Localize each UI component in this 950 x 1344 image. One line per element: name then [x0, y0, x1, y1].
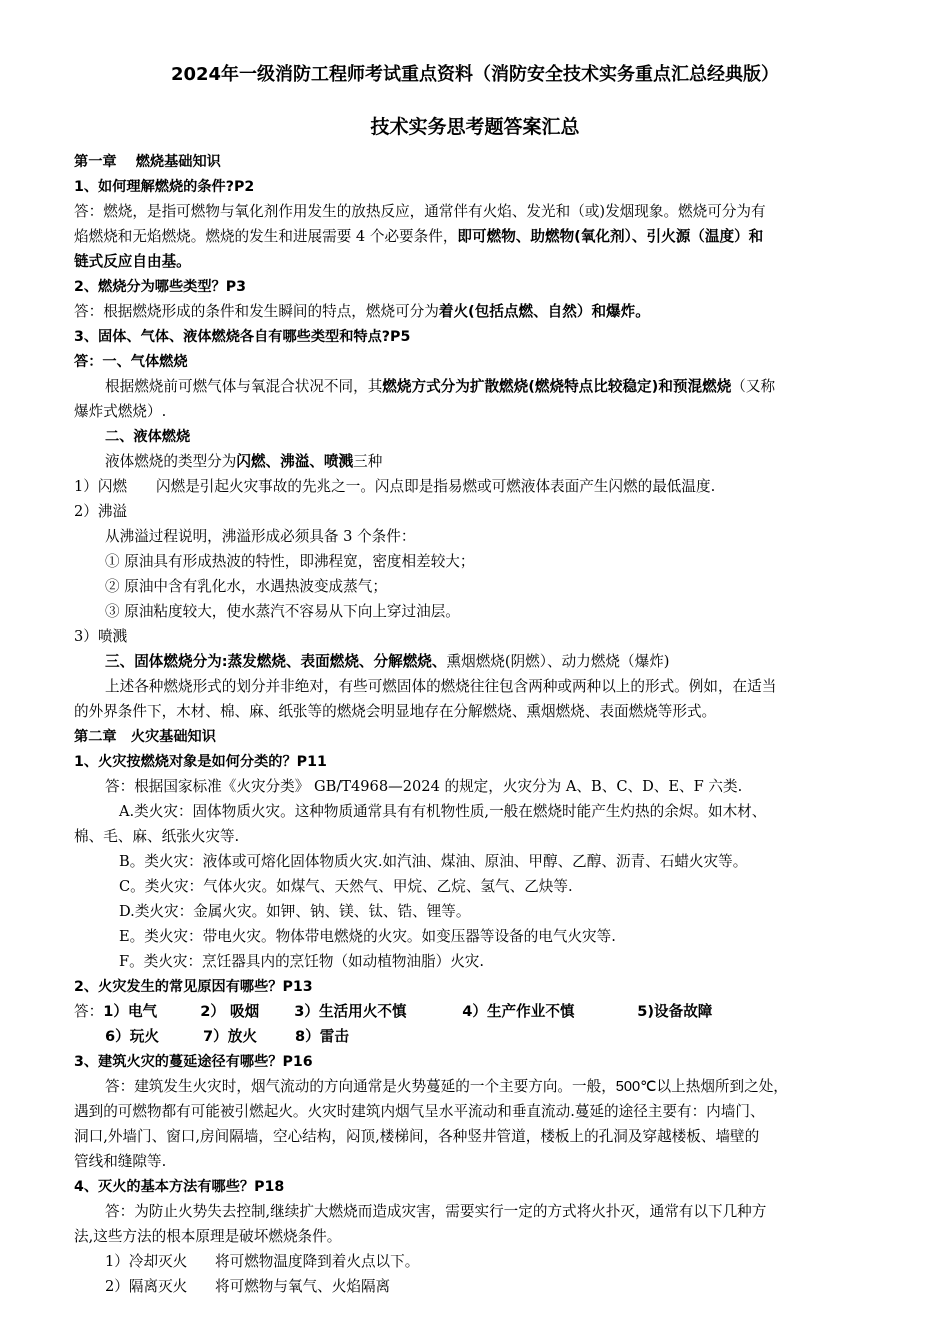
fire-causes-row-1 — [74, 1002, 712, 1022]
method-isolation-text: 将可燃物与氧气、火焰隔离 — [215, 1278, 391, 1295]
spray-label: 3）喷溅 — [74, 628, 128, 645]
gas-text: 根据燃烧前可燃气体与氧混合状况不同，其 — [105, 378, 383, 395]
ch1-question-3: 3、固体、气体、液体燃烧各自有哪些类型和特点?P5 — [74, 329, 411, 345]
ch2-question-1: 1、火灾按燃烧对象是如何分类的？P11 — [74, 754, 327, 770]
boilover-label: 2）沸溢 — [74, 503, 128, 520]
solid-paragraph-line-1: 上述各种燃烧形式的划分并非绝对，有些可燃固体的燃烧往往包含两种或两种以上的形式。例如，在适当 — [105, 678, 777, 695]
cause-equipment-failure: 5)设备故障 — [637, 1003, 713, 1020]
boilover-condition-1: ① 原油具有形成热波的特性，即沸程宽，密度相差较大； — [105, 553, 475, 570]
cause-arson: 7）放火 — [203, 1028, 257, 1045]
fire-class-a-line-2: 棉、毛、麻、纸张火灾等. — [74, 828, 240, 845]
ch2-answer-3-line-3: 洞口,外墙门、窗口,房间隔墙，空心结构，闷顶,楼梯间，各种竖井管道，楼板上的孔洞及穿越楼板、墙壁的 — [74, 1128, 760, 1145]
solid-text: 熏烟燃烧(阴燃）、动力燃烧（爆炸) — [446, 653, 670, 670]
flash-fire-label: 1）闪燃 — [74, 478, 128, 495]
cause-lightning: 8）雷击 — [295, 1028, 349, 1045]
fire-class-a-line-1: A.类火灾：固体物质火灾。这种物质通常具有有机物性质,一般在燃烧时能产生灼热的余烬。如木材、 — [119, 803, 767, 820]
ch1-question-2: 2、燃烧分为哪些类型？P3 — [74, 279, 247, 295]
boilover-condition-2: ② 原油中含有乳化水，水遇热波变成蒸气； — [105, 578, 387, 595]
liquid-combustion-types — [105, 452, 382, 472]
ch1-answer-1-emphasis: 即可燃物、助燃物(氧化剂）、引火源（温度）和 — [457, 228, 764, 245]
gas-combustion-line-1 — [105, 377, 775, 397]
temperature-value: 500℃ — [615, 1079, 657, 1095]
ch2-answer-3-line-4: 管线和缝隙等. — [74, 1153, 167, 1170]
ch2-question-3: 3、建筑火灾的蔓延途径有哪些？P16 — [74, 1054, 313, 1070]
liquid-emphasis: 闪燃、沸溢、喷溅 — [236, 453, 354, 470]
gas-emphasis: 燃烧方式分为扩散燃烧(燃烧特点比较稳定)和预混燃烧 — [382, 378, 732, 395]
liquid-text-tail: 三种 — [353, 453, 383, 470]
cause-smoking: 2） 吸烟 — [200, 1003, 260, 1020]
cause-careless-production: 4）生产作业不慎 — [462, 1003, 575, 1020]
solid-paragraph-line-2: 的外界条件下，木材、棉、麻、纸张等的燃烧会明显地存在分解燃烧、熏烟燃烧、表面燃烧等形式。 — [74, 703, 717, 720]
chapter-1-heading: 第一章 燃烧基础知识 — [74, 154, 221, 170]
spread-text: 答：建筑发生火灾时，烟气流动的方向通常是火势蔓延的一个主要方向。一般， — [105, 1078, 616, 1095]
document-subtitle: 技术实务思考题答案汇总 — [370, 116, 580, 138]
solid-emphasis: 三、固体燃烧分为:蒸发燃烧、表面燃烧、分解燃烧、 — [105, 653, 447, 670]
ch2-answer-3-line-2: 遇到的可燃物都有可能被引燃起火。火灾时建筑内烟气呈水平流动和垂直流动.蔓延的途径主要有：内墙门、 — [74, 1103, 765, 1120]
solid-combustion-heading — [105, 652, 670, 672]
ch2-answer-4-line-1: 答：为防止火势失去控制,继续扩大燃烧而造成灾害，需要实行一定的方式将火扑灭，通常有以下几种方 — [105, 1203, 767, 1220]
ch2-answer-1: 答：根据国家标准《火灾分类》 GB/T4968—2024 的规定，火灾分为 A、B、C、D、E、F 六类. — [105, 778, 743, 795]
flash-fire-text: 闪燃是引起火灾事故的先兆之一。闪点即是指易燃或可燃液体表面产生闪燃的最低温度. — [156, 478, 716, 495]
method-isolation — [105, 1277, 390, 1297]
method-cooling-text: 将可燃物温度降到着火点以下。 — [215, 1253, 420, 1270]
ch1-answer-2-emphasis: 着火(包括点燃、自然）和爆炸。 — [438, 303, 650, 320]
chapter-2-heading: 第二章 火灾基础知识 — [74, 729, 216, 745]
fire-class-f: F。类火灾：烹饪器具内的烹饪物（如动植物油脂）火灾. — [119, 953, 485, 970]
ch2-answer-4-line-2: 法,这些方法的根本原理是破坏燃烧条件。 — [74, 1228, 342, 1245]
ch2-question-2: 2、火灾发生的常见原因有哪些？P13 — [74, 979, 313, 995]
ch1-answer-1-line-2 — [74, 227, 763, 247]
ch1-question-1: 1、如何理解燃烧的条件?P2 — [74, 179, 255, 195]
liquid-text: 液体燃烧的类型分为 — [105, 453, 237, 470]
ch2-question-4: 4、灭火的基本方法有哪些？P18 — [74, 1179, 285, 1195]
spread-text-tail: 以上热烟所到之处， — [656, 1078, 788, 1095]
gas-combustion-heading: 答：一、气体燃烧 — [74, 354, 188, 370]
fire-class-c: C。类火灾：气体火灾。如煤气、天然气、甲烷、乙烷、氢气、乙炔等. — [119, 878, 573, 895]
ch2-answer-3-line-1 — [105, 1077, 788, 1097]
cause-careless-fire-use: 3）生活用火不慎 — [294, 1003, 407, 1020]
liquid-combustion-heading: 二、液体燃烧 — [105, 429, 191, 445]
ch1-answer-1-line-1: 答：燃烧，是指可燃物与氧化剂作用发生的放热反应，通常伴有火焰、发光和（或)发烟现象。燃烧可分为有 — [74, 203, 766, 220]
method-isolation-label: 2）隔离灭火 — [105, 1278, 188, 1295]
cause-electrical: 1）电气 — [103, 1003, 158, 1020]
ch1-answer-2-text: 答：根据燃烧形成的条件和发生瞬间的特点，燃烧可分为 — [74, 303, 439, 320]
fire-class-e: E。类火灾：带电火灾。物体带电燃烧的火灾。如变压器等设备的电气火灾等. — [119, 928, 616, 945]
gas-combustion-line-2: 爆炸式燃烧）. — [74, 403, 167, 420]
ch1-answer-1-line-3: 链式反应自由基。 — [74, 253, 191, 270]
boilover-condition-3: ③ 原油粘度较大，使水蒸汽不容易从下向上穿过油层。 — [105, 603, 460, 620]
fire-causes-row-2 — [105, 1027, 349, 1047]
document-title: 2024年一级消防工程师考试重点资料（消防安全技术实务重点汇总经典版） — [170, 64, 780, 85]
fire-class-b: B。类火灾：液体或可熔化固体物质火灾.如汽油、煤油、原油、甲醇、乙醇、沥青、石蜡火灾等。 — [119, 853, 748, 870]
flash-fire-item — [74, 477, 715, 497]
answer-prefix: 答： — [74, 1003, 104, 1020]
cause-playing-fire: 6）玩火 — [105, 1028, 159, 1045]
fire-class-d: D.类火灾：金属火灾。如钾、钠、镁、钛、锆、锂等。 — [119, 903, 471, 920]
boilover-intro: 从沸溢过程说明，沸溢形成必须具备 3 个条件： — [105, 528, 416, 545]
method-cooling-label: 1）冷却灭火 — [105, 1253, 188, 1270]
ch1-answer-1-text: 焰燃烧和无焰燃烧。燃烧的发生和进展需要 4 个必要条件， — [74, 228, 458, 245]
method-cooling — [105, 1252, 419, 1272]
gas-text-tail: （又称 — [731, 378, 776, 395]
ch1-answer-2 — [74, 302, 650, 322]
